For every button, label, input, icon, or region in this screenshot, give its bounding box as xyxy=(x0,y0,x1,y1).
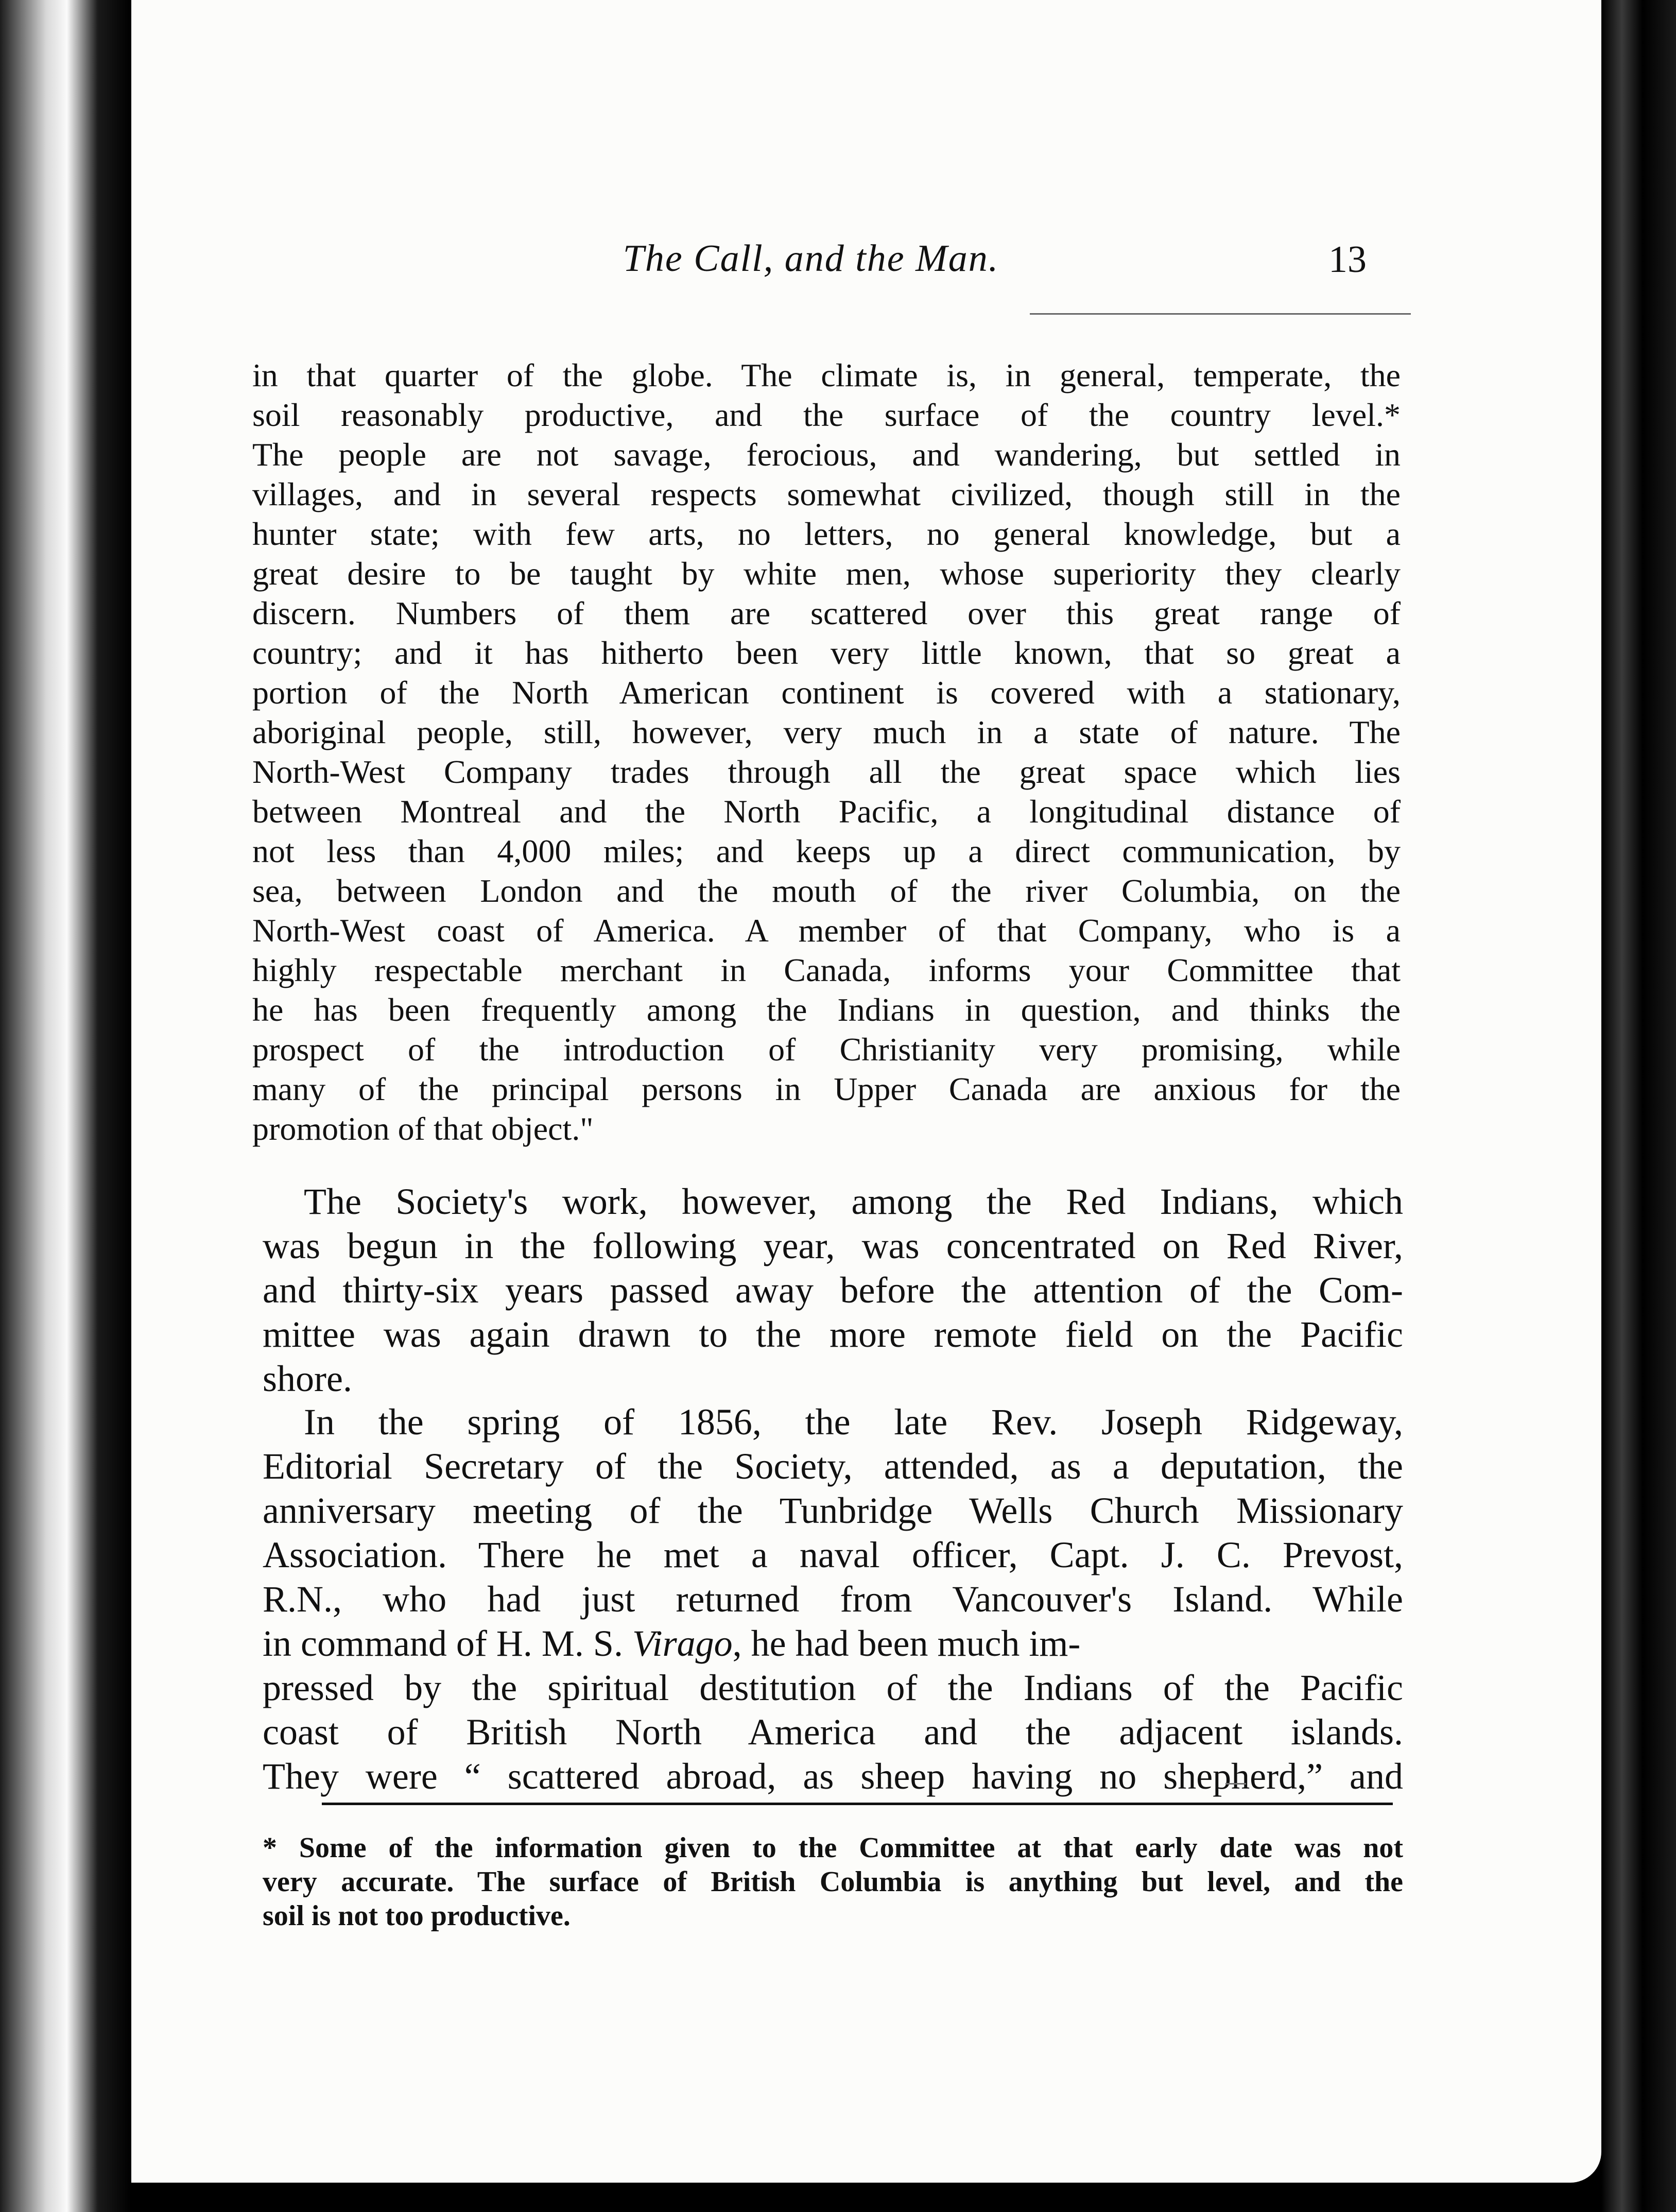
text-line: Association. There he met a naval officer, Capt. J. C. Prevost, xyxy=(263,1534,1403,1575)
text-line: not less than 4,000 miles; and keeps up a direct communication, by xyxy=(252,833,1401,869)
text-line: coast of British North America and the adjacent islands. xyxy=(263,1711,1403,1753)
text-line: North-West Company trades through all the great space which lies xyxy=(252,753,1401,790)
text-line: anniversary meeting of the Tunbridge Wells Church Missionary xyxy=(263,1490,1403,1531)
text-line: was begun in the following year, was concentrated on Red River, xyxy=(263,1225,1403,1266)
footnote-line: very accurate. The surface of British Columbia is anything but level, and the xyxy=(263,1866,1403,1898)
text-segment: , he had been much im- xyxy=(732,1623,1081,1664)
text-line: discern. Numbers of them are scattered over this great range of xyxy=(252,595,1401,631)
text-line: The people are not savage, ferocious, and wandering, but settled in xyxy=(252,436,1401,473)
text-line: in that quarter of the globe. The climate is, in general, temperate, the xyxy=(252,357,1401,393)
text-line: and thirty-six years passed away before the attention of the Com- xyxy=(263,1270,1403,1311)
text-line: promotion of that object." xyxy=(252,1110,594,1147)
text-line: pressed by the spiritual destitution of the Indians of the Pacific xyxy=(263,1667,1403,1708)
page-number: 13 xyxy=(1328,238,1367,281)
text-line: North-West coast of America. A member of that Company, who is a xyxy=(252,912,1401,949)
running-title: The Call, and the Man. xyxy=(623,237,999,280)
text-line: hunter state; with few arts, no letters, no general knowledge, but a xyxy=(252,516,1401,552)
text-line: The Society's work, however, among the Red Indians, which xyxy=(304,1181,1403,1222)
quoted-report-text xyxy=(252,355,1401,1148)
text-line: prospect of the introduction of Christianity very promising, while xyxy=(252,1031,1401,1068)
text-line: R.N., who had just returned from Vancouver's Island. While xyxy=(263,1579,1403,1620)
text-line: In the spring of 1856, the late Rev. Joseph Ridgeway, xyxy=(304,1401,1403,1443)
text-segment: in command of H. M. S. xyxy=(263,1623,623,1664)
footnote-rule xyxy=(322,1803,1393,1805)
text-line: They were “ scattered abroad, as sheep having no shepherd,” and xyxy=(263,1756,1403,1797)
text-line: soil reasonably productive, and the surface of the country level.* xyxy=(252,397,1401,433)
text-line: mittee was again drawn to the more remote field on the Pacific xyxy=(263,1314,1403,1355)
text-line: shore. xyxy=(263,1358,352,1399)
footnote-line: soil is not too productive. xyxy=(263,1900,571,1932)
text-line: great desire to be taught by white men, whose superiority they clearly xyxy=(252,555,1401,592)
text-line: portion of the North American continent is covered with a stationary, xyxy=(252,674,1401,711)
text-line-with-italic xyxy=(263,1621,1403,1666)
text-line: sea, between London and the mouth of the river Columbia, on the xyxy=(252,872,1401,909)
paragraph-2-first-line xyxy=(304,1400,1403,1444)
ship-name: Virago xyxy=(632,1623,733,1664)
text-line: highly respectable merchant in Canada, informs your Committee that xyxy=(252,952,1401,988)
footnote-line: * Some of the information given to the Committee at that early date was not xyxy=(263,1832,1403,1864)
paragraph-1 xyxy=(263,1224,1403,1401)
page-left-edge xyxy=(0,0,131,2212)
stray-mark xyxy=(1225,1783,1246,1785)
paragraph-1-first-line xyxy=(304,1179,1403,1224)
text-line: aboriginal people, still, however, very much in a state of nature. The xyxy=(252,714,1401,750)
footnote xyxy=(263,1831,1403,1933)
text-line: country; and it has hitherto been very little known, that so great a xyxy=(252,635,1401,671)
text-line: Editorial Secretary of the Society, attended, as a deputation, the xyxy=(263,1446,1403,1487)
page-right-edge xyxy=(1601,0,1676,2212)
header-rule xyxy=(1030,313,1411,315)
text-line: between Montreal and the North Pacific, a longitudinal distance of xyxy=(252,793,1401,830)
paragraph-2 xyxy=(263,1444,1403,1798)
text-line: villages, and in several respects somewhat civilized, though still in the xyxy=(252,476,1401,512)
text-line: he has been frequently among the Indians in question, and thinks the xyxy=(252,991,1401,1028)
text-line: many of the principal persons in Upper Canada are anxious for the xyxy=(252,1071,1401,1107)
